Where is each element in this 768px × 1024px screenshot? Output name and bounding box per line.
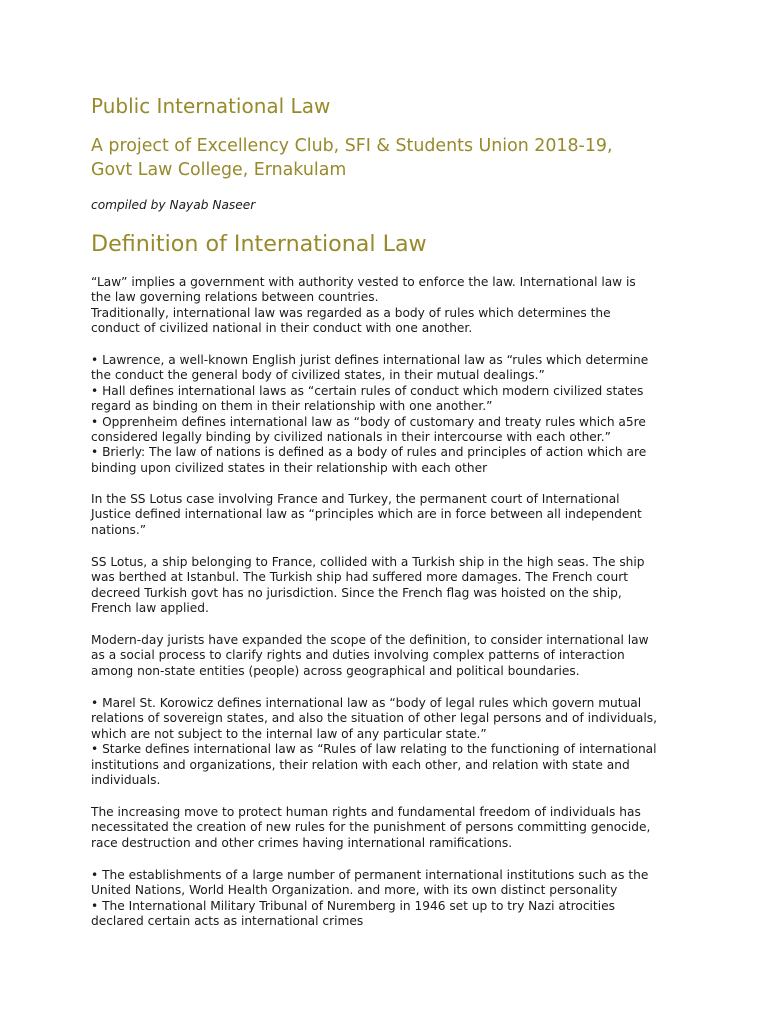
paragraph-line: French law applied.: [91, 601, 209, 616]
document-subtitle: [91, 134, 613, 182]
paragraph-line: • Marel St. Korowicz defines international law as “body of legal rules which govern mutual: [91, 696, 642, 710]
paragraph-line: nations.”: [91, 522, 147, 537]
paragraph-line: race destruction and other crimes having international ramifications.: [91, 835, 513, 850]
paragraph-line: institutions and organizations, their relation with each other, and relation with state and: [91, 757, 630, 772]
document-title: Public International Law: [91, 94, 331, 118]
paragraph-line: United Nations, World Health Organization. and more, with its own distinct personality: [91, 883, 618, 898]
subtitle-line: A project of Excellency Club, SFI & Students Union 2018-19,: [91, 136, 613, 156]
paragraph-line: individuals.: [91, 773, 161, 788]
paragraph-jurist-definitions: [91, 353, 648, 476]
paragraph-line: In the SS Lotus case involving France and Turkey, the permanent court of International: [91, 492, 620, 506]
section-heading: Definition of International Law: [91, 231, 427, 257]
subtitle-line: Govt Law College, Ernakulam: [91, 160, 347, 180]
paragraph-line: binding upon civilized states in their relationship with each other: [91, 460, 488, 475]
paragraph-line: relations of sovereign states, and also the situation of other legal persons and of individuals,: [91, 711, 657, 726]
paragraph-modern-jurists: [91, 633, 649, 679]
paragraph-line: • Brierly: The law of nations is defined as a body of rules and principles of action which are: [91, 445, 647, 460]
paragraph-ss-lotus-case: [91, 492, 642, 538]
paragraph-line: conduct of civilized national in their conduct with one another.: [91, 321, 473, 336]
author-byline: compiled by Nayab Naseer: [91, 198, 256, 212]
paragraph-line: • Opprenheim defines international law as “body of customary and treaty rules which a5re: [91, 414, 646, 429]
paragraph-line: declared certain acts as international crimes: [91, 914, 364, 929]
paragraph-line: • The International Military Tribunal of Nuremberg in 1946 set up to try Nazi atrocities: [91, 898, 615, 913]
paragraph-line: considered legally binding by civilized nationals in their intercourse with each other.”: [91, 430, 611, 445]
paragraph-line: among non-state entities (people) across geographical and political boundaries.: [91, 663, 580, 678]
paragraph-line: the law governing relations between countries.: [91, 290, 379, 305]
paragraph-line: • The establishments of a large number of permanent international institutions such as the: [91, 868, 649, 882]
paragraph-line: Traditionally, international law was regarded as a body of rules which determines the: [91, 305, 611, 320]
paragraph-line: regard as binding on them in their relationship with one another.”: [91, 399, 493, 414]
paragraph-line: Modern-day jurists have expanded the scope of the definition, to consider international law: [91, 633, 649, 647]
paragraph-line: • Hall defines international laws as “certain rules of conduct which modern civilized states: [91, 383, 644, 398]
paragraph-line: • Starke defines international law as “Rules of law relating to the functioning of international: [91, 742, 657, 757]
paragraph-line: which are not subject to the internal law of any particular state.”: [91, 726, 487, 741]
paragraph-intro: [91, 275, 636, 337]
paragraph-line: the conduct the general body of civilized states, in their mutual dealings.”: [91, 368, 545, 383]
paragraph-ss-lotus-facts: [91, 555, 645, 617]
paragraph-line: Justice defined international law as “principles which are in force between all independent: [91, 507, 642, 522]
paragraph-line: necessitated the creation of new rules for the punishment of persons committing genocide,: [91, 820, 651, 835]
paragraph-line: The increasing move to protect human rights and fundamental freedom of individuals has: [91, 805, 641, 819]
paragraph-line: as a social process to clarify rights and duties involving complex patterns of interaction: [91, 648, 625, 663]
paragraph-human-rights: [91, 805, 650, 851]
paragraph-line: decreed Turkish govt has no jurisdiction. Since the French flag was hoisted on the ship,: [91, 585, 622, 600]
paragraph-line: • Lawrence, a well-known English jurist defines international law as “rules which determine: [91, 353, 649, 367]
paragraph-line: was berthed at Istanbul. The Turkish ship had suffered more damages. The French court: [91, 570, 629, 585]
paragraph-line: SS Lotus, a ship belonging to France, collided with a Turkish ship in the high seas. The ship: [91, 555, 645, 569]
paragraph-modern-definitions: [91, 696, 657, 788]
paragraph-institutions: [91, 868, 648, 930]
paragraph-line: “Law” implies a government with authority vested to enforce the law. International law is: [91, 275, 636, 289]
